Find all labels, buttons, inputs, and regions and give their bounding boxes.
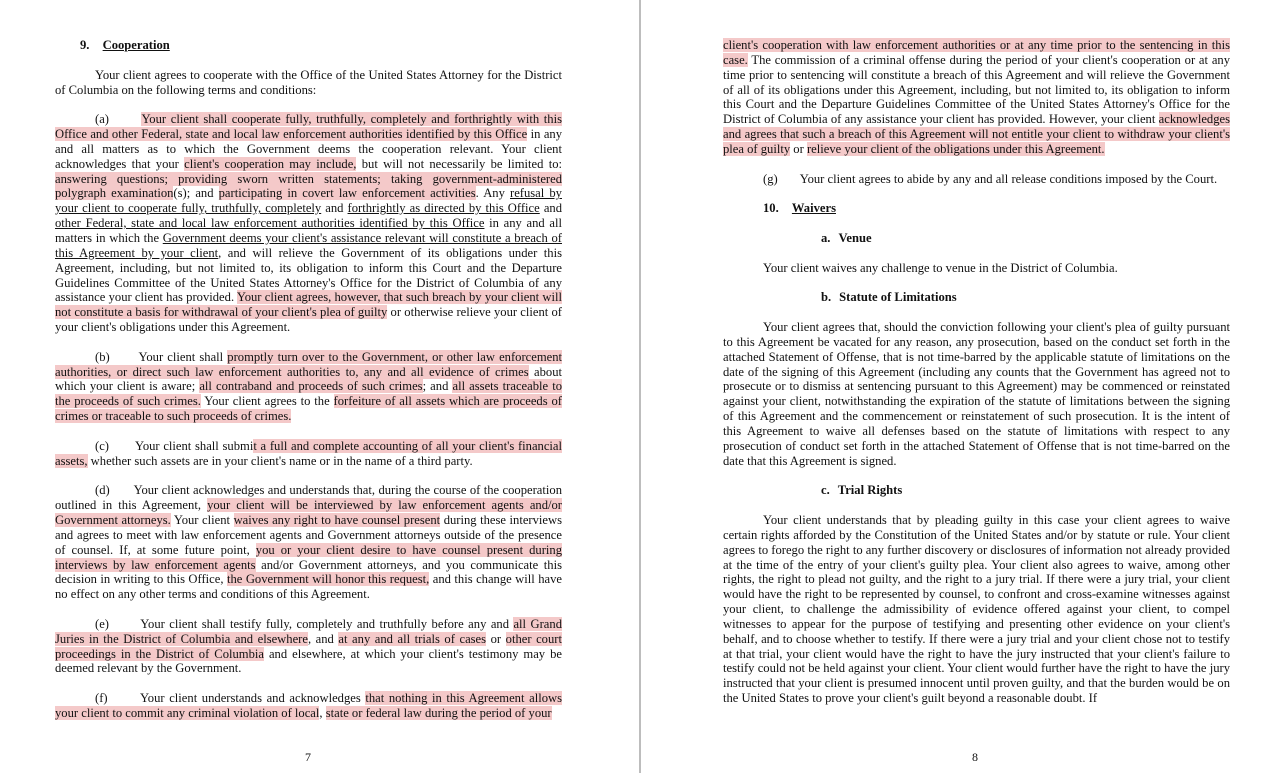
highlight-cont1: client's cooperation with law enforcement authorities or at any time prior to the sentencing in this case. [723,38,1230,67]
text-e5: or [486,631,506,646]
page-number: 7 [305,750,311,764]
subheading-title: Statute of Limitations [839,290,957,305]
highlight-f4: state or federal law during the period of your [325,705,552,720]
label-g: (g) [763,171,778,186]
text-a15: in any and all matters in which the [55,216,562,245]
underline-a12: forthrightly as directed by this Office [347,201,540,216]
underline-a10: refusal by your client to cooperate fully, truthfully, completely [55,186,562,216]
subheading-title: Trial Rights [837,483,903,498]
highlight-d8: the Government will honor this request, [226,572,430,587]
text-a5: but will not necessarily be limited to: [356,156,562,171]
statute-paragraph: Your client agrees that, should the conviction following your client's plea of guilty pursuant to this Agreement be vacated for any reason, any prosecution, based on the conduct set forth in the attached Statement of Offense, that is not time-barred by the applicable statute of limitations on the date of the signing of this Agreement (including any counts that the Government has agreed not to prosecute or to dismiss at sentencing pursuant to this Agreement) may be commenced or reinstated against your client, notwithstanding the expiration of the statute of limitations between the signing of this Agreement and the commencement or reinstatement of such prosecution. It is the intent of this Agreement to waive all defenses based on the statute of limitations with respect to any prosecution of conduct set forth in the attached Statement of Offense that is not time-barred on the date that this Agreement is signed. [723,320,1230,468]
label-b: (b) [95,349,110,364]
paragraph-c [55,439,562,469]
page-7-content [55,38,562,736]
highlight-a8: participating in covert law enforcement activities [218,186,476,201]
paragraph-g [723,172,1230,187]
paragraph-b [55,350,562,424]
underline-a16: Government deems your client's assistance relevant will constitute a breach of this Agreement by your client [55,230,562,260]
venue-paragraph: Your client waives any challenge to venue in the District of Columbia. [763,260,1118,275]
subheading-letter: c. [821,483,830,498]
trial-rights-paragraph: Your client understands that by pleading guilty in this case your client agrees to waive certain rights afforded by the Constitution of the United States and/or by statute or rule. Your client agrees to forego the right to any further discovery or disclosures of information not already provided at the time of the entry of your client's guilty plea. Your client also agrees to waive, among other rights, the right to plead not guilty, and the right to a jury trial. If there were a jury trial, your client would have the right to be represented by counsel, to confront and cross-examine witnesses against your client, to challenge the admissibility of evidence offered against your client, to compel witnesses to appear for the purpose of testifying and presenting other evidence on your client's behalf, and to choose whether to testify. If there were a jury trial and your client chose not to testify at that trial, your client would have the right to have the jury instructed that your client's failure to testify could not be held against your client. Your client would further have the right to have the jury instructed that your client is presumed innocent until proven guilty, and that the burden would be on the United States to prove your client's guilt beyond a reasonable doubt. If [723,513,1230,706]
text-a17: , and will relieve the Government of its obligations under this Agreement, including, but not limited to, its obligation to inform this Court and the Departure Guidelines Committee of the United States Attorney's Office for the District of Columbia of any assistance your client has provided. [55,245,562,305]
text-d1: Your client acknowledges and understands that, during the course of the cooperation outlined in this Agreement, [55,483,562,513]
section-number: 10. [763,201,779,216]
subheading-statute-of-limitations [821,290,1230,305]
section-number: 9. [80,38,90,52]
page-number: 8 [972,750,978,764]
text-d7: and/or Government attorneys, and you communicate this decision in writing to this Office, [55,557,562,587]
highlight-d6: you or your client desire to have counsel present during interviews by law enforcement agents [55,542,562,572]
text-b7: Your client agrees to the [200,394,334,409]
intro-paragraph: Your client agrees to cooperate with the Office of the United States Attorney for the District of Columbia on the following terms and conditions: [55,67,562,97]
text-b3: about which your client is aware; [55,364,562,394]
text-a2: in any and all matters as to which the Government deems the cooperation relevant. [55,127,562,156]
highlight-a1: Your client shall cooperate fully, truthfully, completely and forthrightly with this Office and other Federal, state and local law enforcement authorities identified by this Office [55,112,562,142]
text-e1: Your client shall testify fully, completely and truthfully before any and [140,616,514,631]
text-d9: and this change will have no effect on any other terms and conditions of this Agreement. [55,572,563,602]
label-e: (e) [95,616,109,631]
paragraph-f [55,691,562,721]
text-e3: , and [307,631,339,646]
highlight-c2: t a full and complete accounting of all your client's financial assets, [55,438,563,468]
text-b1: Your client shall [138,349,228,364]
section-heading-cooperation [80,38,562,53]
highlight-e6: other court proceedings in the District of Columbia [55,631,562,661]
text-b5: ; and [422,379,453,394]
highlight-e4: at any and all trials of cases [338,631,487,646]
page-7 [0,0,639,773]
text-f3: , [319,705,326,720]
highlight-a4: client's cooperation may include, [184,156,357,171]
paragraph-d [55,483,562,602]
label-d: (d) [95,483,110,498]
highlight-b8: forfeiture of all assets which are proceeds of crimes or traceable to such proceeds of crimes. [55,394,562,424]
text-c3: whether such assets are in your client's name or in the name of a third party. [87,453,473,468]
highlight-d2: your client will be interviewed by law enforcement agents and/or Government attorneys. [55,498,562,527]
label-a: (a) [95,112,109,127]
text-a7: (s); and [173,186,219,201]
subheading-venue [821,231,1230,246]
text-g: Your client agrees to abide by any and all release conditions imposed by the Court. [799,171,1218,186]
highlight-a6: answering questions; providing sworn written statements; taking government-administered polygraph examination [55,171,562,201]
continued-paragraph-f [723,38,1230,157]
section-title: Cooperation [102,38,170,52]
subheading-trial-rights [821,483,1230,498]
section-heading-waivers [763,201,1230,216]
text-a3: Your client acknowledges that your [55,141,562,171]
highlight-cont3: acknowledges and agrees that such a breach of this Agreement will not entitle your client to withdraw your client's plea of guilty [723,112,1230,156]
subheading-letter: b. [821,290,832,305]
text-a13: and [539,201,563,216]
highlight-b2: promptly turn over to the Government, or other law enforcement authorities, or direct such law enforcement authorities to, any and all evidence of crimes [55,349,562,379]
highlight-a18: Your client agrees, however, that such breach by your client will not constitute a basis for withdrawal of your client's plea of guilty [55,290,562,320]
text-d5: during these interviews and agrees to meet with law enforcement agents and Government attorneys outside of the presence of counsel. If, at some future point, [55,513,562,557]
text-a9: . Any [475,186,510,201]
text-e7: and elsewhere, at which your client's testimony may be deemed relevant by the Government. [55,646,562,676]
highlight-d4: waives any right to have counsel present [233,513,441,527]
text-c1: Your client shall submi [135,438,254,453]
label-f: (f) [95,691,108,706]
text-d3: Your client [170,513,234,527]
highlight-cont5: relieve your client of the obligations under this Agreement. [806,141,1105,156]
highlight-b6: all assets traceable to the proceeds of such crimes. [55,379,562,409]
page-8 [641,0,1280,773]
text-a11: and [321,201,348,216]
page-8-content [723,38,1230,721]
underline-a14: other Federal, state and local law enforcement authorities identified by this Office [55,216,485,231]
paragraph-a [55,112,562,335]
section-title: Waivers [791,201,836,216]
text-cont4: or [790,141,807,156]
subheading-title: Venue [838,230,872,245]
text-cont2: The commission of a criminal offense during the period of your client's cooperation or at any time prior to sentencing will constitute a breach of this Agreement and will relieve the Government of all of its obligations under this Agreement, including, but not limited to, its obligation to inform this Court and the Departure Guidelines Committee of the United States Attorney's Office for the District of Columbia of any assistance your client has provided. However, your client [723,52,1230,127]
paragraph-e [55,617,562,676]
subheading-letter: a. [821,230,831,245]
highlight-f2: that nothing in this Agreement allows your client to commit any criminal violation of local [55,691,562,720]
label-c: (c) [95,438,109,453]
highlight-b4: all contraband and proceeds of such crimes [199,379,423,394]
text-f1: Your client understands and acknowledges [139,691,366,706]
text-a19: or otherwise relieve your client of your client's obligations under this Agreement. [55,305,562,335]
highlight-e2: all Grand Juries in the District of Columbia and elsewhere [55,616,562,646]
